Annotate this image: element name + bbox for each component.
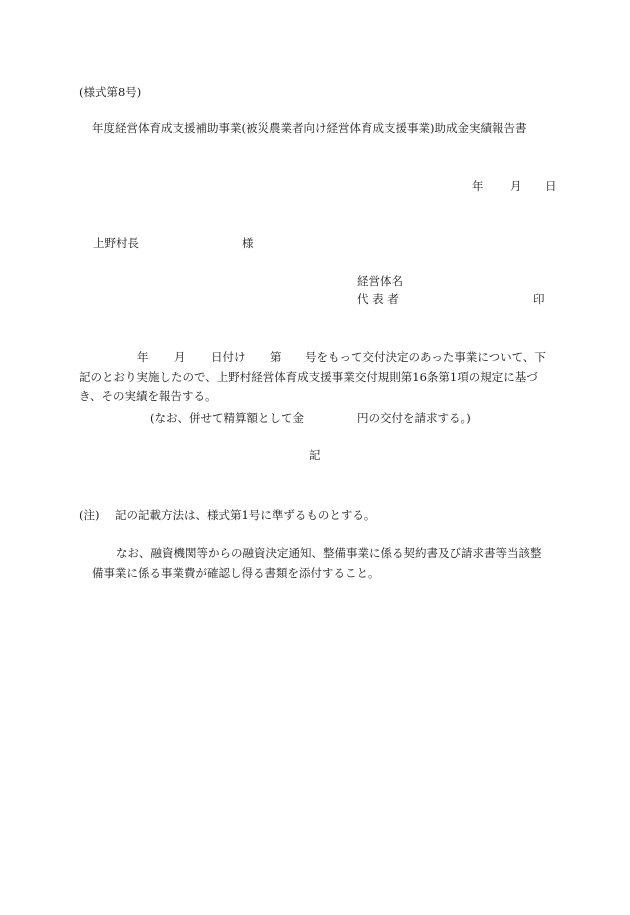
note-line-3: 備事業に係る事業費が確認し得る書類を添付すること。: [92, 566, 380, 580]
date-day: 日: [545, 179, 557, 193]
body-line-4-b: 円の交付を請求する。): [357, 411, 471, 425]
date-year: 年: [472, 179, 484, 193]
seal-mark: 印: [533, 292, 545, 306]
body-year: 年: [137, 350, 149, 364]
date-month: 月: [510, 179, 522, 193]
applicant-org-label: 経営体名: [357, 274, 403, 288]
document-title: 年度経営体育成支援補助事業(被災農業者向け経営体育成支援事業)助成金実績報告書: [92, 121, 527, 135]
body-line-4-a: (なお、併せて精算額として金: [150, 411, 304, 425]
applicant-rep-label: 代 表 者: [357, 292, 399, 306]
note-line-2: なお、融資機関等からの融資決定通知、整備事業に係る契約書及び請求書等当該整: [116, 546, 542, 560]
form-number: (様式第8号): [79, 85, 142, 99]
body-line-4: [150, 413, 471, 425]
note-label: (注): [79, 508, 100, 522]
recipient-name: 上野村長: [93, 236, 139, 250]
note-text: 記の記載方法は、様式第1号に準ずるものとする。: [115, 508, 376, 522]
ki-heading: 記: [309, 448, 321, 462]
body-day: 日付け: [211, 350, 246, 364]
body-line-1-rest: 号をもって交付決定のあった事業について、下: [305, 350, 546, 364]
recipient-honorific: 様: [242, 236, 254, 250]
body-month: 月: [174, 350, 186, 364]
body-number-prefix: 第: [270, 350, 282, 364]
body-line-3: き、その実績を報告する。: [79, 389, 217, 403]
body-line-2: 記のとおり実施したので、上野村経営体育成支援事業交付規則第16条第1項の規定に基づ: [79, 370, 538, 384]
